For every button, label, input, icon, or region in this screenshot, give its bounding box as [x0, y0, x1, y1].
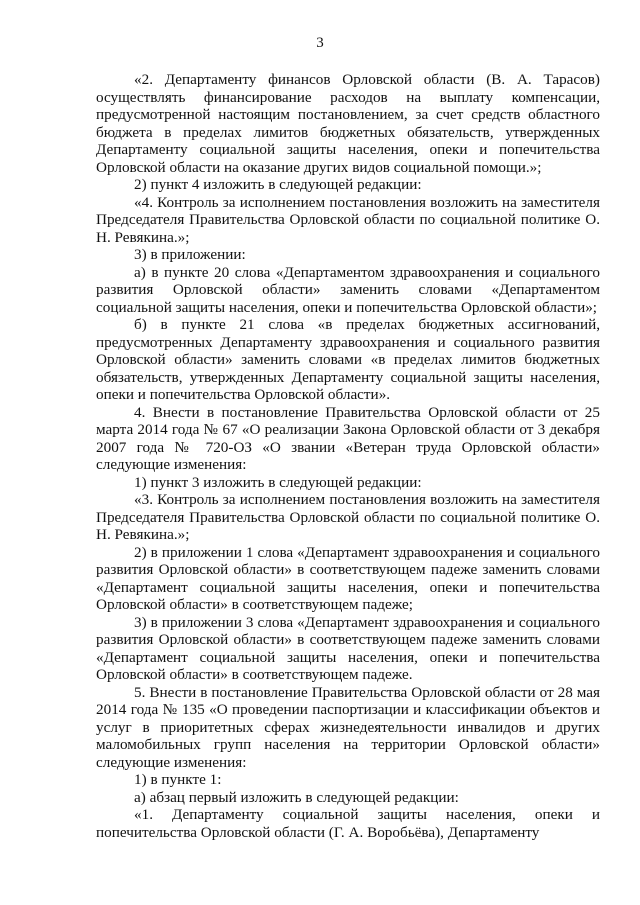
paragraph-control-4: «4. Контроль за исполнением постановления возложить на заместителя Председателя Правительства Орловской области по социальной политике О. Н. Ревякина.»;	[96, 193, 600, 246]
paragraph-item-2: 2) пункт 4 изложить в следующей редакции:	[134, 176, 422, 193]
paragraph-sub-a: а) в пункте 20 слова «Департаментом здравоохранения и социального развития Орловской области» заменить словами «Департаментом социальной защиты населения, опеки и попечительства Орловской области»;	[96, 263, 600, 316]
paragraph-section-5: 5. Внести в постановление Правительства Орловской области от 28 мая 2014 года № 135 «О проведении паспортизации и классификации объектов и услуг в приоритетных сферах жизнедеятельности инвалидов и других маломобильных групп населения на территории Орловской области» следующие изменения:	[96, 683, 600, 771]
paragraph-control-3: «3. Контроль за исполнением постановления возложить на заместителя Председателя Правительства Орловской области по социальной политике О. Н. Ревякина.»;	[96, 491, 600, 543]
page-number: 3	[316, 35, 324, 51]
paragraph-item-3: 3) в приложении:	[134, 246, 246, 263]
paragraph-sub-b: б) в пункте 21 слова «в пределах бюджетных ассигнований, предусмотренных Департаменту здравоохранения и социального развития Орловской области» заменить словами «в пределах лимитов бюджетных обязательств, утвержденных Департаменту социальной защиты населения, опеки и попечительства Орловской области».	[96, 316, 600, 403]
paragraph-department-start: «1. Департаменту социальной защиты населения, опеки и попечительства Орловской области (Г. А. Воробьёва), Департаменту	[96, 806, 600, 841]
document-body	[96, 71, 600, 841]
paragraph-section-4: 4. Внести в постановление Правительства Орловской области от 25 марта 2014 года № 67 «О реализации Закона Орловской области от 3 декабря 2007 года № 720-ОЗ «О звании «Ветеран труда Орловской области» следующие изменения:	[96, 403, 600, 473]
paragraph-item-1: 1) пункт 3 изложить в следующей редакции:	[134, 473, 422, 491]
paragraph-funding: «2. Департаменту финансов Орловской области (В. А. Тарасов) осуществлять финансирование расходов на выплату компенсации, предусмотренной настоящим постановлением, за счет средств областного бюджета в пределах лимитов бюджетных обязательств, утвержденных Департаменту социальной защиты населения, опеки и попечительства Орловской области на оказание других видов социальной помощи.»;	[96, 71, 600, 176]
paragraph-appendix-3: 3) в приложении 3 слова «Департамент здравоохранения и социального развития Орловской области» в соответствующем падеже заменить словами «Департамент социальной защиты населения, опеки и попечительства Орловской области» в соответствующем падеже.	[96, 613, 600, 683]
paragraph-appendix-1: 2) в приложении 1 слова «Департамент здравоохранения и социального развития Орловской области» в соответствующем падеже заменить словами «Департамент социальной защиты населения, опеки и попечительства Орловской области» в соответствующем падеже;	[96, 543, 600, 613]
paragraph-sub-a-first: а) абзац первый изложить в следующей редакции:	[134, 788, 459, 806]
paragraph-point-1: 1) в пункте 1:	[134, 771, 222, 788]
